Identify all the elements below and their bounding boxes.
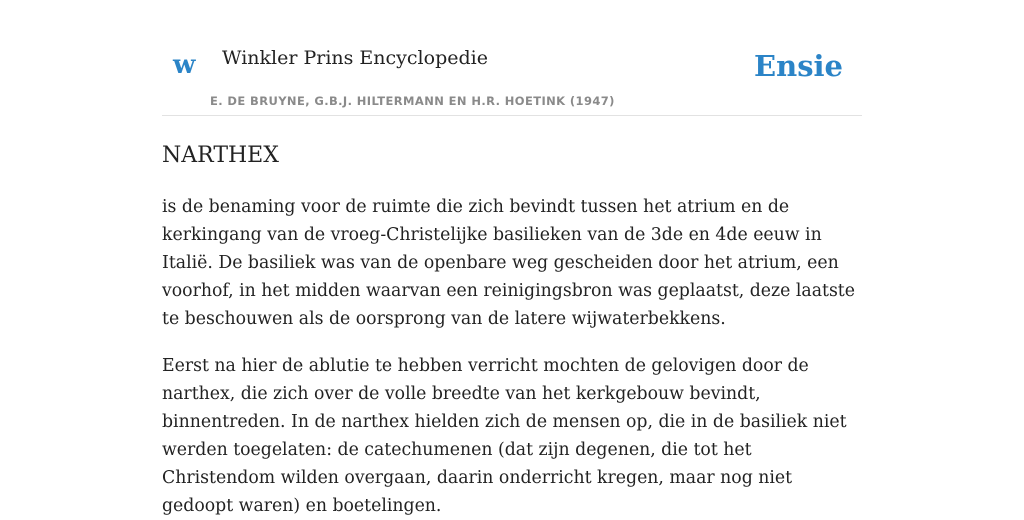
page-container <box>162 0 862 520</box>
article <box>162 143 862 520</box>
source-logo[interactable]: w <box>173 50 196 80</box>
article-paragraph-1: is de benaming voor de ruimte die zich bevindt tussen het atrium en de kerkingang van de vroeg-Christelijke basilieken van de 3de en 4de eeuw in Italië. De basiliek was van de openbare weg gescheiden door het atrium, een voorhof, in het midden waarvan een reinigingsbron was geplaatst, deze laatste te beschouwen als de oorsprong van de latere wijwaterbekkens. <box>162 197 855 330</box>
article-title: NARTHEX <box>162 143 279 168</box>
article-paragraph-2: Eerst na hier de ablutie te hebben verricht mochten de gelovigen door de narthex, die zich over de volle breedte van het kerkgebouw bevindt, binnentreden. In de narthex hielden zich de mensen op, die in de basiliek niet werden toegelaten: de catechumenen (dat zijn degenen, die tot het Christendom wilden overgaan, daarin onderricht kregen, maar nog niet gedoopt waren) en boetelingen. <box>162 356 847 517</box>
ensie-logo-link[interactable]: Ensie <box>754 49 843 83</box>
source-header <box>162 0 862 116</box>
source-title[interactable]: Winkler Prins Encyclopedie <box>222 47 488 69</box>
source-authors: E. DE BRUYNE, G.B.J. HILTERMANN EN H.R. HOETINK (1947) <box>210 94 615 108</box>
